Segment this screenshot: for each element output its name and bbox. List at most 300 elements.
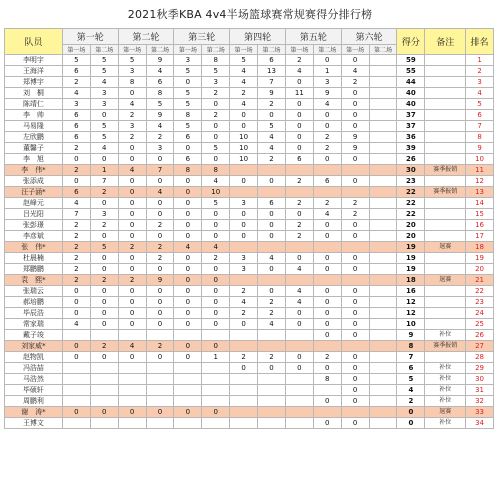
table-row <box>5 374 494 385</box>
header-round-6-game1: 第一场 <box>341 45 369 55</box>
table-row <box>5 407 494 418</box>
game-score: 0 <box>230 363 258 374</box>
rank-cell: 4 <box>466 88 494 99</box>
game-score <box>258 165 286 176</box>
game-score <box>369 121 397 132</box>
sheet-title: 2021秋季KBA 4v4半场篮球赛常规赛得分排行榜 <box>127 8 373 21</box>
game-score: 0 <box>62 352 90 363</box>
table-row <box>5 55 494 66</box>
game-score: 0 <box>285 319 313 330</box>
game-score: 0 <box>285 143 313 154</box>
game-score: 0 <box>118 253 146 264</box>
total-score: 59 <box>397 55 425 66</box>
player-name: 赵峰元 <box>5 198 63 209</box>
note-cell <box>425 121 466 132</box>
game-score: 4 <box>62 88 90 99</box>
rank-cell: 27 <box>466 341 494 352</box>
game-score <box>285 275 313 286</box>
game-score: 4 <box>258 132 286 143</box>
game-score: 0 <box>341 88 369 99</box>
game-score: 4 <box>285 297 313 308</box>
game-score: 0 <box>62 154 90 165</box>
game-score: 4 <box>230 297 258 308</box>
game-score <box>90 396 118 407</box>
game-score <box>174 363 202 374</box>
game-score <box>230 374 258 385</box>
game-score <box>369 385 397 396</box>
game-score: 0 <box>313 220 341 231</box>
game-score: 0 <box>285 253 313 264</box>
game-score: 0 <box>313 363 341 374</box>
table-row <box>5 253 494 264</box>
game-score: 2 <box>285 198 313 209</box>
rank-cell: 8 <box>466 132 494 143</box>
note-cell: 补位 <box>425 330 466 341</box>
player-name: 冯浩喆 <box>5 363 63 374</box>
game-score <box>258 187 286 198</box>
game-score <box>230 242 258 253</box>
player-name: 李 帅 <box>5 110 63 121</box>
game-score: 5 <box>174 99 202 110</box>
total-score: 55 <box>397 66 425 77</box>
note-cell <box>425 88 466 99</box>
game-score: 2 <box>90 341 118 352</box>
game-score: 2 <box>146 341 174 352</box>
game-score <box>285 418 313 429</box>
game-score <box>202 385 230 396</box>
header-round-3-game2: 第二场 <box>202 45 230 55</box>
game-score <box>369 374 397 385</box>
game-score: 2 <box>90 187 118 198</box>
game-score <box>369 253 397 264</box>
table-row <box>5 385 494 396</box>
header-round-2-game2: 第二场 <box>146 45 174 55</box>
note-cell: 赛季报销 <box>425 165 466 176</box>
game-score: 0 <box>202 99 230 110</box>
game-score: 0 <box>341 385 369 396</box>
game-score: 0 <box>202 407 230 418</box>
game-score: 4 <box>62 319 90 330</box>
game-score <box>369 363 397 374</box>
game-score: 1 <box>202 352 230 363</box>
game-score: 0 <box>62 341 90 352</box>
game-score: 3 <box>90 88 118 99</box>
player-name: 郑博宇 <box>5 77 63 88</box>
game-score: 0 <box>230 231 258 242</box>
header-round-4-game2: 第二场 <box>258 45 286 55</box>
game-score <box>118 363 146 374</box>
game-score <box>369 231 397 242</box>
game-score: 2 <box>258 154 286 165</box>
table-row <box>5 231 494 242</box>
game-score: 0 <box>118 286 146 297</box>
game-score: 2 <box>230 88 258 99</box>
game-score: 0 <box>62 286 90 297</box>
total-score: 19 <box>397 253 425 264</box>
game-score: 2 <box>62 77 90 88</box>
game-score: 0 <box>230 220 258 231</box>
game-score <box>369 352 397 363</box>
game-score: 0 <box>174 187 202 198</box>
game-score <box>118 385 146 396</box>
player-name: 王海洋 <box>5 66 63 77</box>
game-score: 5 <box>90 242 118 253</box>
game-score: 0 <box>118 198 146 209</box>
game-score <box>146 418 174 429</box>
game-score <box>285 396 313 407</box>
player-name: 袁 熙* <box>5 275 63 286</box>
game-score: 0 <box>285 308 313 319</box>
game-score: 0 <box>341 374 369 385</box>
game-score: 0 <box>118 407 146 418</box>
player-name: 刘家威* <box>5 341 63 352</box>
game-score <box>230 330 258 341</box>
game-score <box>369 330 397 341</box>
game-score: 2 <box>258 99 286 110</box>
game-score: 3 <box>202 77 230 88</box>
note-cell <box>425 209 466 220</box>
rank-cell: 12 <box>466 176 494 187</box>
note-cell <box>425 352 466 363</box>
total-score: 16 <box>397 286 425 297</box>
game-score: 0 <box>202 154 230 165</box>
game-score: 0 <box>118 176 146 187</box>
game-score: 0 <box>258 220 286 231</box>
game-score <box>313 407 341 418</box>
total-score: 20 <box>397 220 425 231</box>
game-score: 0 <box>202 341 230 352</box>
player-name: 张 伟* <box>5 242 63 253</box>
game-score: 4 <box>285 66 313 77</box>
player-name: 张瑞云 <box>5 286 63 297</box>
game-score: 0 <box>258 286 286 297</box>
game-score: 3 <box>146 143 174 154</box>
note-cell: 补位 <box>425 385 466 396</box>
total-score: 6 <box>397 363 425 374</box>
game-score: 0 <box>230 110 258 121</box>
game-score: 5 <box>62 55 90 66</box>
game-score <box>62 363 90 374</box>
rank-cell: 18 <box>466 242 494 253</box>
game-score <box>313 165 341 176</box>
total-score: 36 <box>397 132 425 143</box>
game-score <box>285 242 313 253</box>
game-score: 2 <box>313 198 341 209</box>
game-score <box>369 132 397 143</box>
game-score <box>146 330 174 341</box>
total-score: 12 <box>397 297 425 308</box>
game-score <box>258 407 286 418</box>
game-score <box>118 396 146 407</box>
game-score: 0 <box>313 396 341 407</box>
game-score: 0 <box>118 88 146 99</box>
game-score: 8 <box>146 88 174 99</box>
rank-cell: 19 <box>466 253 494 264</box>
game-score: 5 <box>174 121 202 132</box>
game-score: 3 <box>230 264 258 275</box>
game-score: 4 <box>174 242 202 253</box>
game-score: 0 <box>258 176 286 187</box>
game-score: 5 <box>230 55 258 66</box>
game-score: 5 <box>258 121 286 132</box>
game-score: 4 <box>146 66 174 77</box>
game-score <box>369 319 397 330</box>
player-name: 杜晨楠 <box>5 253 63 264</box>
player-name: 刘 桐 <box>5 88 63 99</box>
game-score: 0 <box>313 308 341 319</box>
game-score <box>369 275 397 286</box>
game-score <box>369 341 397 352</box>
game-score: 0 <box>90 308 118 319</box>
header-round-5-game2: 第二场 <box>313 45 341 55</box>
game-score: 0 <box>90 198 118 209</box>
total-score: 19 <box>397 264 425 275</box>
game-score: 0 <box>118 154 146 165</box>
game-score <box>369 220 397 231</box>
game-score <box>174 385 202 396</box>
rank-cell: 23 <box>466 297 494 308</box>
game-score: 2 <box>258 352 286 363</box>
game-score <box>230 396 258 407</box>
player-name: 赵物凯 <box>5 352 63 363</box>
game-score <box>285 385 313 396</box>
header-round-3-game1: 第一场 <box>174 45 202 55</box>
game-score <box>230 407 258 418</box>
rank-cell: 21 <box>466 275 494 286</box>
game-score: 0 <box>118 308 146 319</box>
table-row <box>5 176 494 187</box>
game-score: 0 <box>341 264 369 275</box>
note-cell <box>425 198 466 209</box>
table-row <box>5 132 494 143</box>
player-name: 毕硕轩 <box>5 385 63 396</box>
game-score: 0 <box>285 110 313 121</box>
game-score <box>90 363 118 374</box>
player-name: 张添成 <box>5 176 63 187</box>
game-score: 0 <box>90 253 118 264</box>
game-score: 0 <box>118 319 146 330</box>
total-score: 18 <box>397 275 425 286</box>
game-score: 0 <box>285 132 313 143</box>
note-cell <box>425 253 466 264</box>
game-score <box>285 374 313 385</box>
game-score <box>118 374 146 385</box>
game-score: 2 <box>62 231 90 242</box>
game-score: 4 <box>118 165 146 176</box>
game-score <box>62 330 90 341</box>
game-score <box>62 418 90 429</box>
table-row <box>5 110 494 121</box>
game-score <box>341 165 369 176</box>
game-score <box>369 165 397 176</box>
game-score: 0 <box>313 231 341 242</box>
note-cell <box>425 77 466 88</box>
player-name: 郝培鹏 <box>5 297 63 308</box>
header-round-3: 第三轮 <box>174 29 230 45</box>
game-score: 5 <box>202 198 230 209</box>
game-score: 7 <box>62 209 90 220</box>
game-score: 0 <box>285 99 313 110</box>
game-score <box>202 374 230 385</box>
game-score: 2 <box>258 297 286 308</box>
game-score: 0 <box>146 286 174 297</box>
game-score <box>258 374 286 385</box>
game-score: 0 <box>341 319 369 330</box>
game-score <box>174 330 202 341</box>
game-score: 2 <box>313 132 341 143</box>
game-score: 4 <box>230 66 258 77</box>
note-cell: 补位 <box>425 396 466 407</box>
game-score <box>369 286 397 297</box>
game-score: 0 <box>258 363 286 374</box>
game-score: 0 <box>146 154 174 165</box>
total-score: 37 <box>397 121 425 132</box>
note-cell <box>425 319 466 330</box>
game-score: 0 <box>146 308 174 319</box>
game-score: 0 <box>90 286 118 297</box>
game-score: 0 <box>174 297 202 308</box>
player-name: 李彦斌 <box>5 231 63 242</box>
game-score: 4 <box>118 341 146 352</box>
game-score: 0 <box>174 220 202 231</box>
rank-cell: 24 <box>466 308 494 319</box>
table-row <box>5 275 494 286</box>
player-name: 李 旭 <box>5 154 63 165</box>
game-score: 0 <box>258 110 286 121</box>
game-score: 2 <box>285 176 313 187</box>
game-score: 2 <box>62 143 90 154</box>
game-score <box>313 187 341 198</box>
total-score: 10 <box>397 319 425 330</box>
rank-cell: 9 <box>466 143 494 154</box>
game-score <box>258 341 286 352</box>
rank-cell: 15 <box>466 209 494 220</box>
game-score: 0 <box>341 231 369 242</box>
game-score: 4 <box>146 187 174 198</box>
total-score: 44 <box>397 77 425 88</box>
game-score: 2 <box>258 308 286 319</box>
game-score <box>341 407 369 418</box>
game-score: 5 <box>90 132 118 143</box>
rank-cell: 17 <box>466 231 494 242</box>
game-score: 0 <box>62 176 90 187</box>
game-score <box>202 396 230 407</box>
game-score: 0 <box>202 121 230 132</box>
player-name: 常家瑞 <box>5 319 63 330</box>
total-score: 12 <box>397 308 425 319</box>
game-score <box>285 330 313 341</box>
game-score: 0 <box>202 275 230 286</box>
game-score: 0 <box>341 253 369 264</box>
game-score: 4 <box>313 99 341 110</box>
game-score: 6 <box>62 66 90 77</box>
game-score: 6 <box>62 110 90 121</box>
rank-cell: 13 <box>466 187 494 198</box>
game-score: 10 <box>230 132 258 143</box>
player-name: 吕光阳 <box>5 209 63 220</box>
game-score: 0 <box>118 297 146 308</box>
game-score: 5 <box>202 66 230 77</box>
total-score: 40 <box>397 88 425 99</box>
game-score: 3 <box>62 99 90 110</box>
game-score: 0 <box>313 264 341 275</box>
game-score: 2 <box>62 275 90 286</box>
game-score <box>90 418 118 429</box>
note-cell: 退赛 <box>425 275 466 286</box>
game-score: 11 <box>285 88 313 99</box>
game-score: 5 <box>90 55 118 66</box>
total-score: 4 <box>397 385 425 396</box>
header-round-2-game1: 第一场 <box>118 45 146 55</box>
total-score: 9 <box>397 330 425 341</box>
header-round-5-game1: 第一场 <box>285 45 313 55</box>
game-score: 2 <box>341 209 369 220</box>
game-score: 0 <box>174 209 202 220</box>
game-score: 2 <box>313 143 341 154</box>
note-cell: 赛季报销 <box>425 341 466 352</box>
game-score: 0 <box>341 176 369 187</box>
rank-cell: 10 <box>466 154 494 165</box>
game-score <box>369 55 397 66</box>
game-score <box>369 198 397 209</box>
game-score <box>230 385 258 396</box>
game-score: 2 <box>230 308 258 319</box>
table-row <box>5 286 494 297</box>
game-score: 4 <box>90 77 118 88</box>
game-score: 3 <box>174 55 202 66</box>
player-name: 马浩然 <box>5 374 63 385</box>
game-score: 5 <box>174 88 202 99</box>
game-score: 2 <box>118 132 146 143</box>
note-cell: 退赛 <box>425 242 466 253</box>
game-score: 0 <box>90 297 118 308</box>
table-row <box>5 242 494 253</box>
rank-cell: 25 <box>466 319 494 330</box>
game-score: 2 <box>202 88 230 99</box>
player-name: 李明宇 <box>5 55 63 66</box>
header-round-6: 第六轮 <box>341 29 397 45</box>
game-score <box>258 275 286 286</box>
game-score: 9 <box>146 275 174 286</box>
game-score <box>369 66 397 77</box>
game-score: 0 <box>146 209 174 220</box>
note-cell <box>425 99 466 110</box>
game-score: 0 <box>230 319 258 330</box>
total-score: 8 <box>397 341 425 352</box>
game-score: 9 <box>258 88 286 99</box>
rank-cell: 14 <box>466 198 494 209</box>
total-score: 22 <box>397 187 425 198</box>
game-score: 0 <box>174 275 202 286</box>
header-round-4-game1: 第一场 <box>230 45 258 55</box>
game-score <box>230 165 258 176</box>
game-score <box>62 374 90 385</box>
game-score: 0 <box>341 363 369 374</box>
table-row <box>5 319 494 330</box>
game-score: 2 <box>146 242 174 253</box>
game-score: 0 <box>341 110 369 121</box>
game-score: 0 <box>258 231 286 242</box>
note-cell <box>425 286 466 297</box>
total-score: 20 <box>397 231 425 242</box>
game-score: 0 <box>313 330 341 341</box>
game-score <box>313 341 341 352</box>
table-row <box>5 418 494 429</box>
game-score: 0 <box>202 220 230 231</box>
game-score: 0 <box>174 176 202 187</box>
game-score <box>62 385 90 396</box>
game-score: 0 <box>90 231 118 242</box>
